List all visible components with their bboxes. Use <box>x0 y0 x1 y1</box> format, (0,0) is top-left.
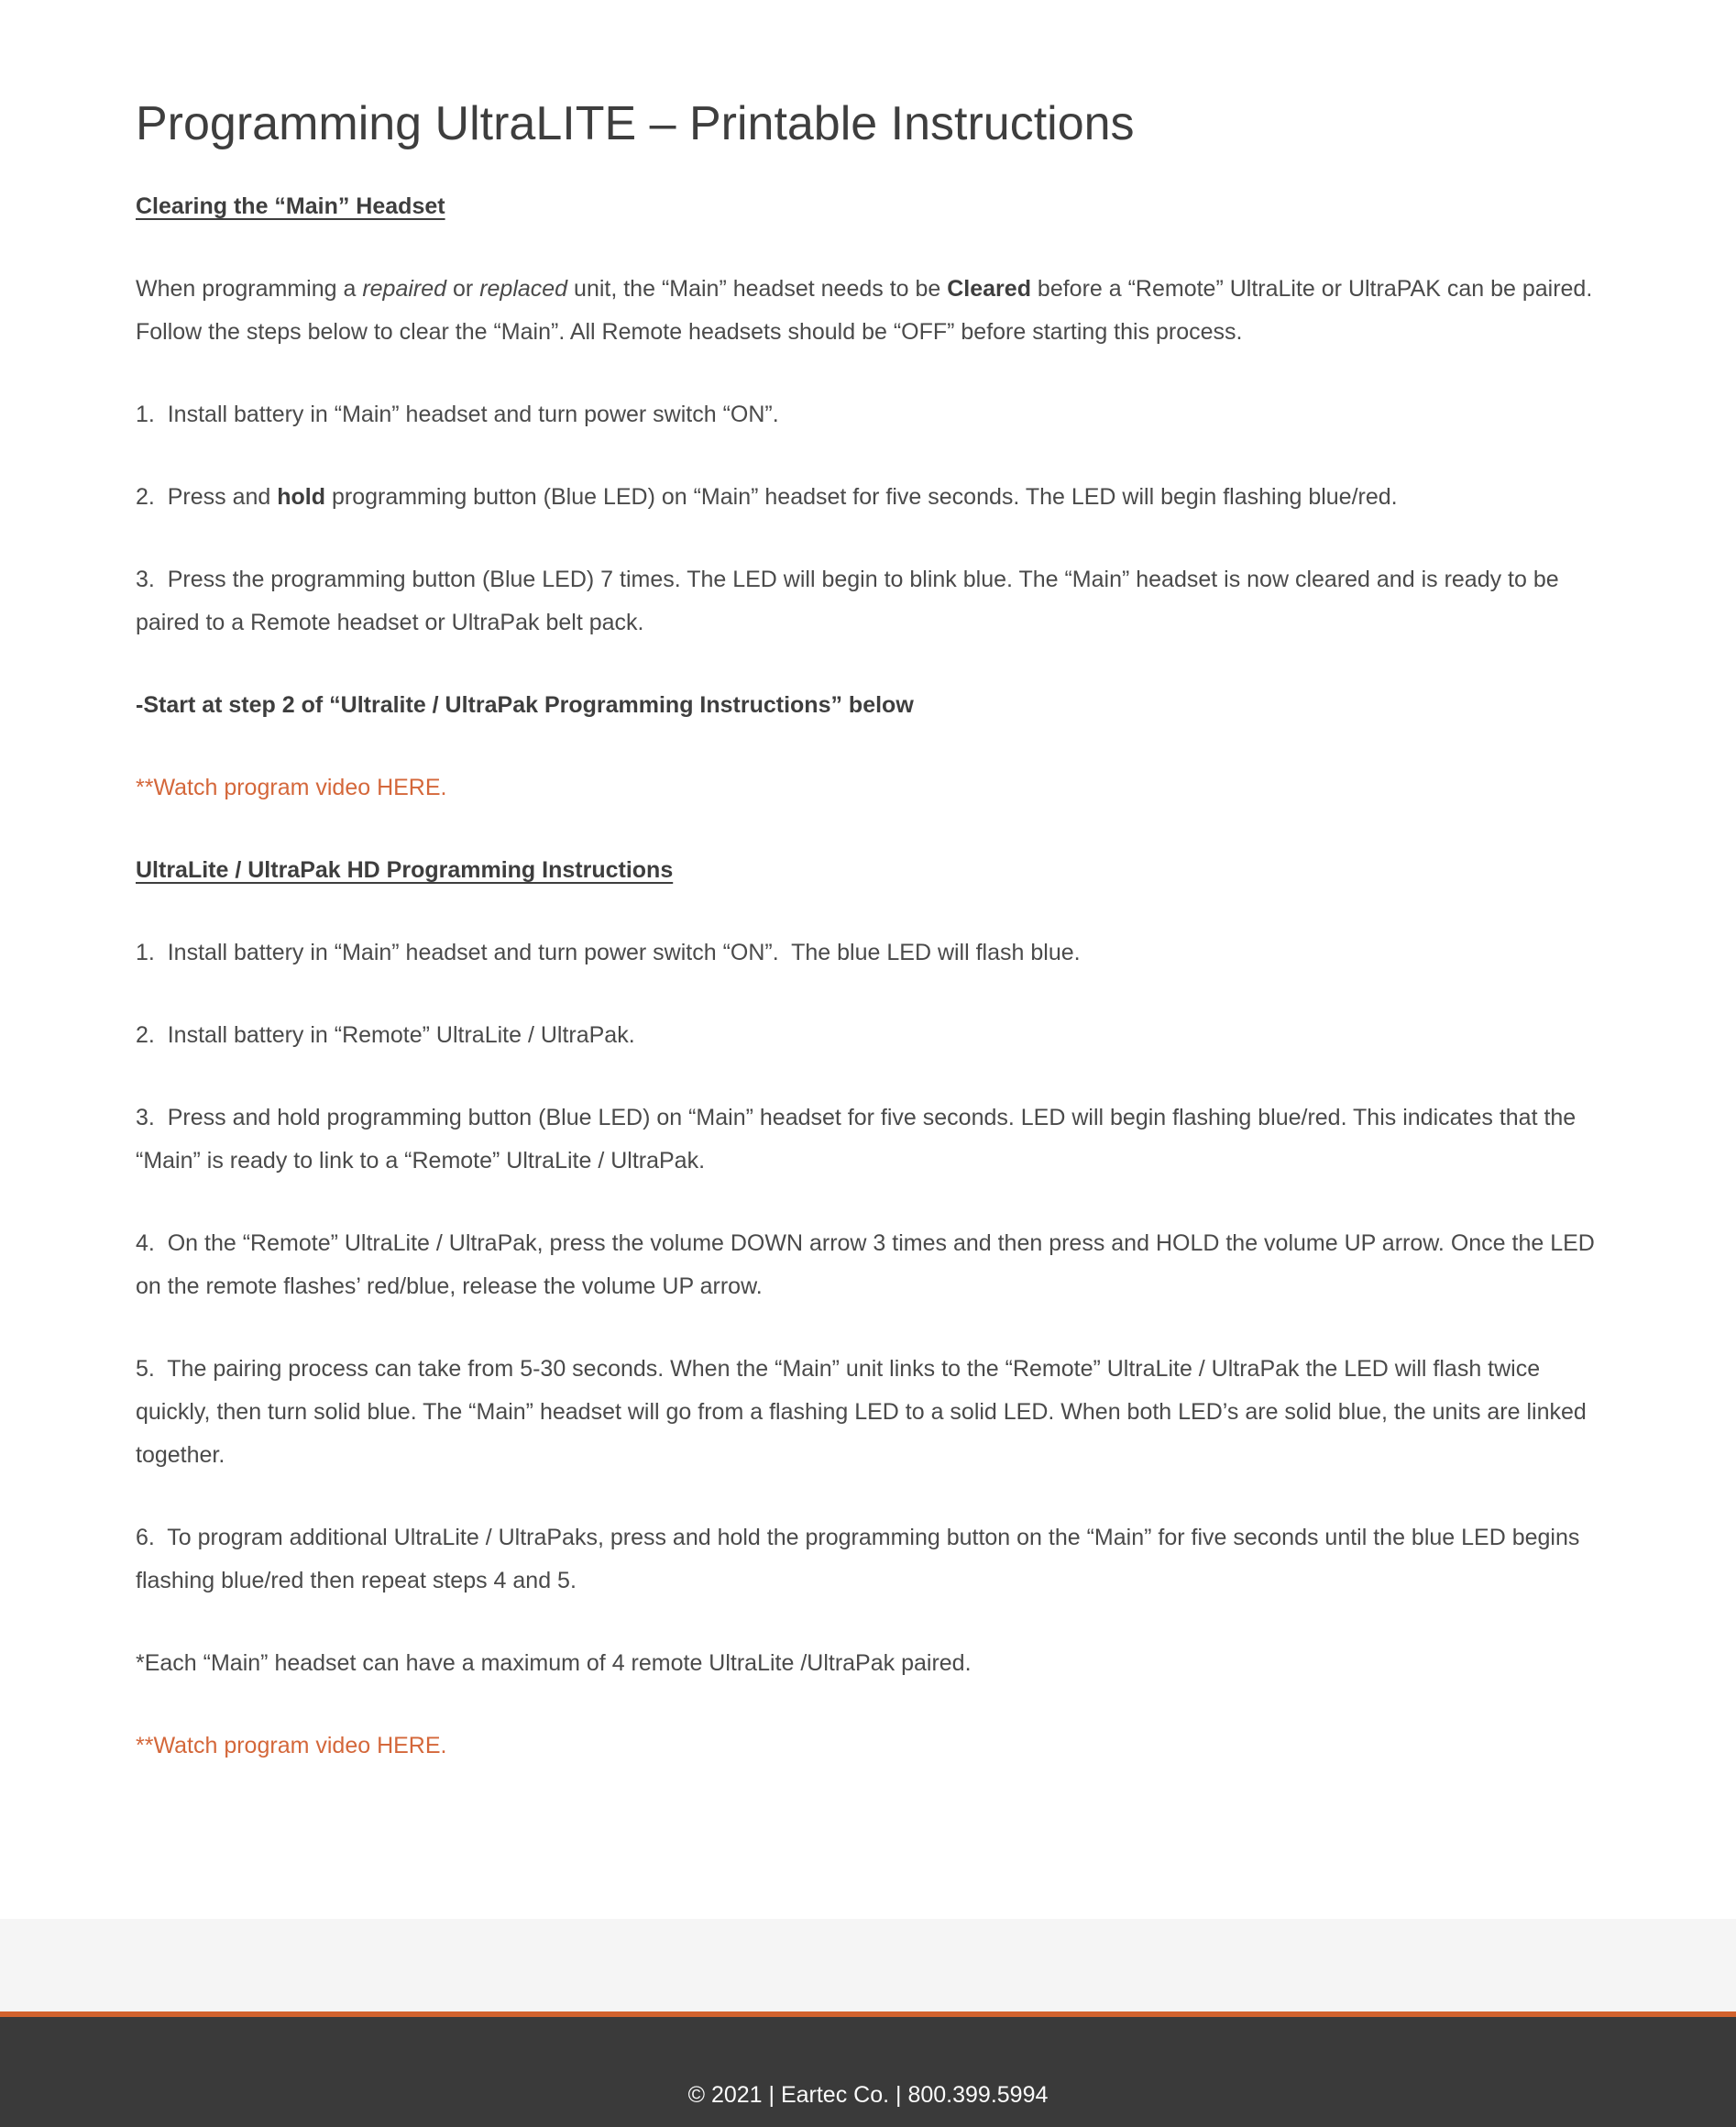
step-text: 2. Press and <box>136 484 278 510</box>
programming-step-4: 4. On the “Remote” UltraLite / UltraPak, press the volume DOWN arrow 3 times and then press and HOLD the volume UP arrow. Once the LED on the remote flashes’ red/blue, release the volume UP arrow. <box>136 1230 1601 1299</box>
bold-text-hold: hold <box>277 484 326 510</box>
pre-footer-band <box>0 1919 1736 2011</box>
programming-step-2: 2. Install battery in “Remote” UltraLite / UltraPak. <box>136 1022 635 1048</box>
intro-paragraph <box>136 268 1600 354</box>
programming-step-5: 5. The pairing process can take from 5-30 seconds. When the “Main” unit links to the “Remote” UltraLite / UltraPak the LED will flash twice quickly, then turn solid blue. The “Main” headset will go from a flashing LED to a solid LED. When both LED’s are solid blue, the units are linked together. <box>136 1356 1593 1468</box>
page-title: Programming UltraLITE – Printable Instructions <box>136 97 1135 150</box>
clearing-step-3: 3. Press the programming button (Blue LED) 7 times. The LED will begin to blink blue. The “Main” headset is now cleared and is ready to be paired to a Remote headset or UltraPak belt pack. <box>136 567 1566 635</box>
section-heading-programming-instructions: UltraLite / UltraPak HD Programming Instructions <box>136 857 674 883</box>
watch-program-video-link-2[interactable]: **Watch program video HERE. <box>136 1733 447 1758</box>
italic-text-replaced: replaced <box>479 276 568 302</box>
intro-text: or <box>446 276 480 302</box>
clearing-step-1: 1. Install battery in “Main” headset and turn power switch “ON”. <box>136 402 779 427</box>
maximum-paired-note: *Each “Main” headset can have a maximum of 4 remote UltraLite /UltraPak paired. <box>136 1650 972 1676</box>
section-heading-clearing-main-headset: Clearing the “Main” Headset <box>136 193 445 219</box>
video-link-paragraph-1 <box>136 766 1600 810</box>
intro-text: before a “Remote” UltraLite or UltraPAK can be paired. Follow the steps below to clear the “Main”. All Remote headsets should be “OFF” before starting this process. <box>136 276 1599 345</box>
start-at-step-2-note: -Start at step 2 of “Ultralite / UltraPak Programming Instructions” below <box>136 692 914 718</box>
video-link-paragraph-2 <box>136 1725 1600 1768</box>
intro-text: unit, the “Main” headset needs to be <box>567 276 948 302</box>
programming-step-3: 3. Press and hold programming button (Blue LED) on “Main” headset for five seconds. LED will begin flashing blue/red. This indicates that the “Main” is ready to link to a “Remote” UltraLite / UltraPak. <box>136 1105 1583 1174</box>
bold-text-cleared: Cleared <box>947 276 1031 302</box>
intro-text: When programming a <box>136 276 363 302</box>
clearing-step-2 <box>136 476 1600 519</box>
copyright-text: © 2021 | Eartec Co. | 800.399.5994 <box>687 2082 1049 2108</box>
programming-step-6: 6. To program additional UltraLite / UltraPaks, press and hold the programming button on the “Main” for five seconds until the blue LED begins flashing blue/red then repeat steps 4 and 5. <box>136 1525 1587 1593</box>
site-footer <box>0 2017 1736 2127</box>
step-text: programming button (Blue LED) on “Main” headset for five seconds. The LED will begin flashing blue/red. <box>325 484 1398 510</box>
watch-program-video-link-1[interactable]: **Watch program video HERE. <box>136 775 447 800</box>
programming-step-1: 1. Install battery in “Main” headset and turn power switch “ON”. The blue LED will flash blue. <box>136 940 1081 965</box>
italic-text-repaired: repaired <box>362 276 447 302</box>
